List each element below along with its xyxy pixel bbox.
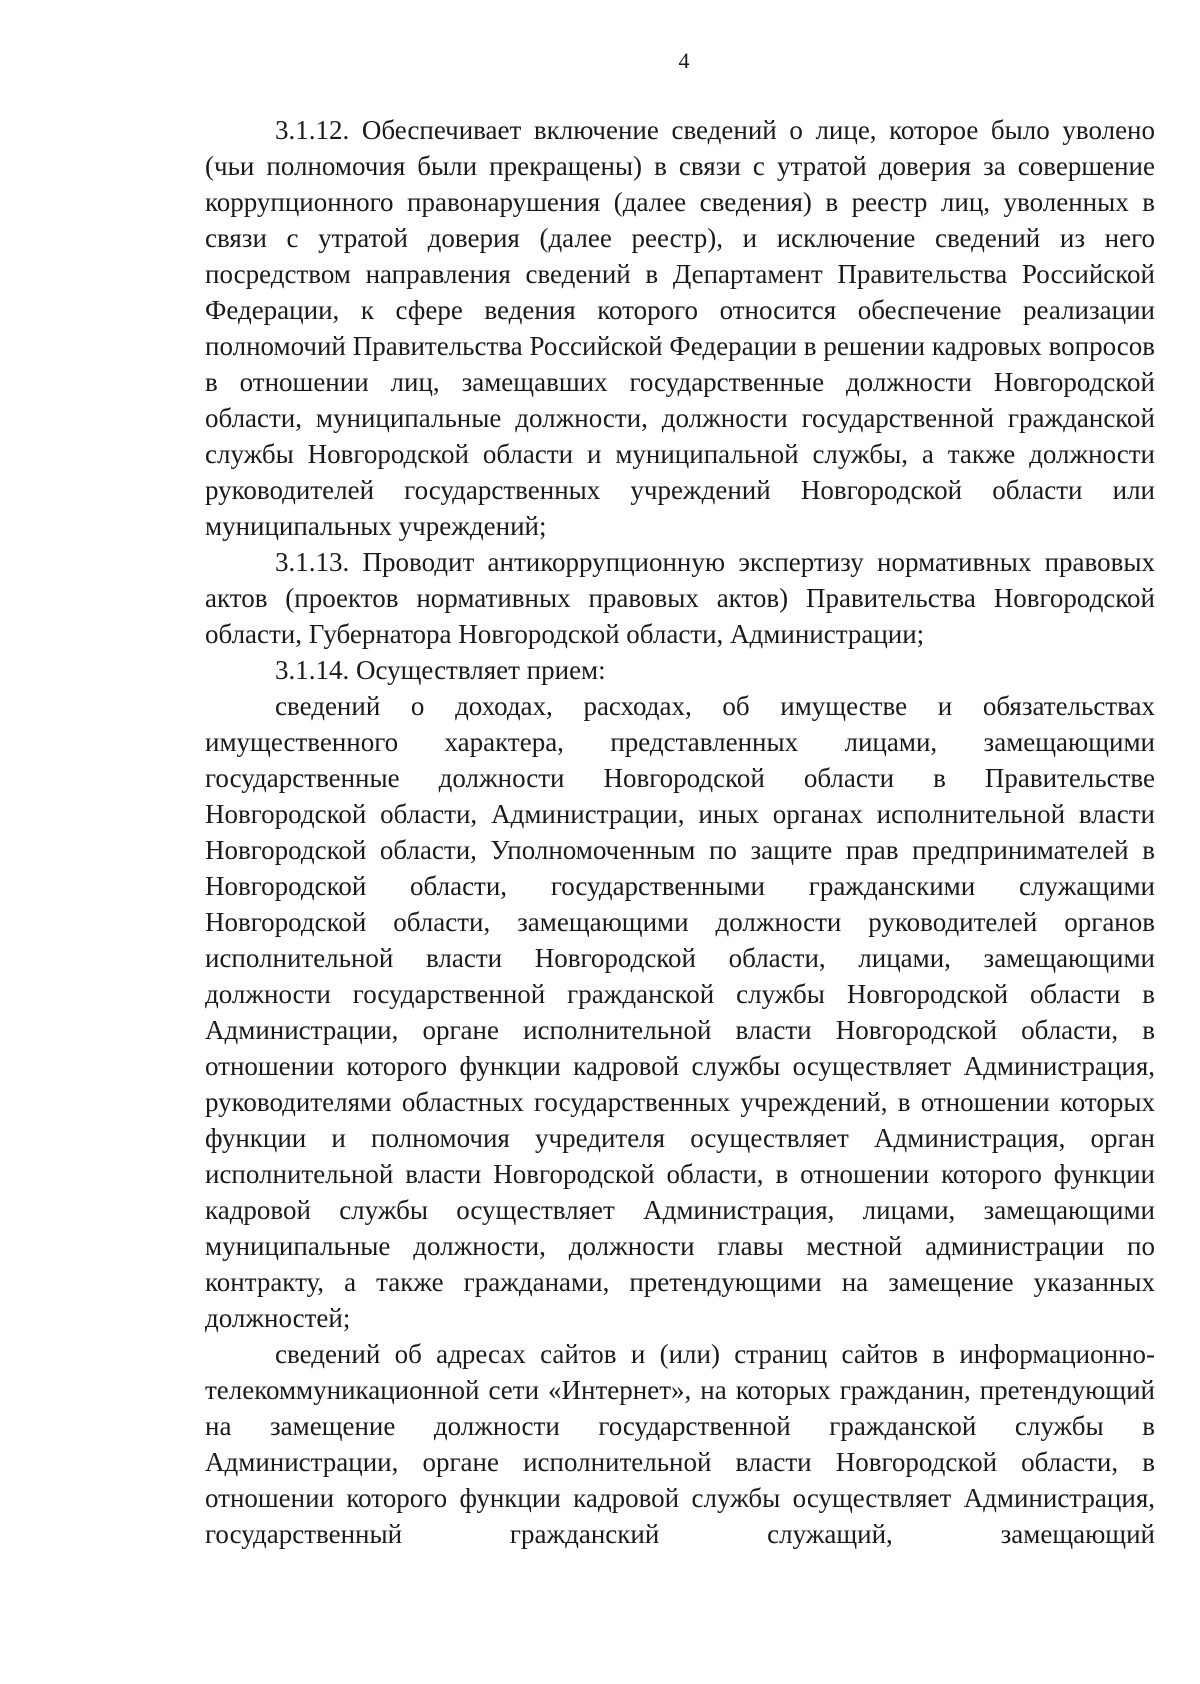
paragraph-3-1-14: 3.1.14. Осуществляет прием: xyxy=(275,655,606,685)
paragraph-website-addresses: сведений об адресах сайтов и (или) страниц сайтов в информационно-телекоммуникационной сети «Интернет», на которых гражданин, претендующий на замещение должности государственной гражданской службы в Администрации, органе исполнительной власти Новгородской области, в отношении которого функции кадровой службы осуществляет Администрация, государственный гражданский служащий, замещающий xyxy=(205,1339,1155,1549)
page-number: 4 xyxy=(678,48,690,73)
document-body xyxy=(205,112,1155,1552)
paragraph-income-declarations: сведений о доходах, расходах, об имуществе и обязательствах имущественного характера, представленных лицами, замещающими государственные должности Новгородской области в Правительстве Новгородской области, Администрации, иных органах исполнительной власти Новгородской области, Уполномоченным по защите прав предпринимателей в Новгородской области, государственными гражданскими служащими Новгородской области, замещающими должности руководителей органов исполнительной власти Новгородской области, лицами, замещающими должности государственной гражданской службы Новгородской области в Администрации, органе исполнительной власти Новгородской области, в отношении которого функции кадровой службы осуществляет Администрация, руководителями областных государственных учреждений, в отношении которых функции и полномочия учредителя осуществляет Администрация, орган исполнительной власти Новгородской области, в отношении которого функции кадровой службы осуществляет Администрация, лицами, замещающими муниципальные должности, должности главы местной администрации по контракту, а также гражданами, претендующими на замещение указанных должностей; xyxy=(205,691,1155,1333)
paragraph-3-1-13: 3.1.13. Проводит антикоррупционную экспертизу нормативных правовых актов (проектов нормативных правовых актов) Правительства Новгородской области, Губернатора Новгородской области, Администрации; xyxy=(205,547,1155,649)
paragraph-3-1-12: 3.1.12. Обеспечивает включение сведений о лице, которое было уволено (чьи полномочия были прекращены) в связи с утратой доверия за совершение коррупционного правонарушения (далее сведения) в реестр лиц, уволенных в связи с утратой доверия (далее реестр), и исключение сведений из него посредством направления сведений в Департамент Правительства Российской Федерации, к сфере ведения которого относится обеспечение реализации полномочий Правительства Российской Федерации в решении кадровых вопросов в отношении лиц, замещавших государственные должности Новгородской области, муниципальные должности, должности государственной гражданской службы Новгородской области и муниципальной службы, а также должности руководителей государственных учреждений Новгородской области или муниципальных учреждений; xyxy=(205,115,1155,541)
